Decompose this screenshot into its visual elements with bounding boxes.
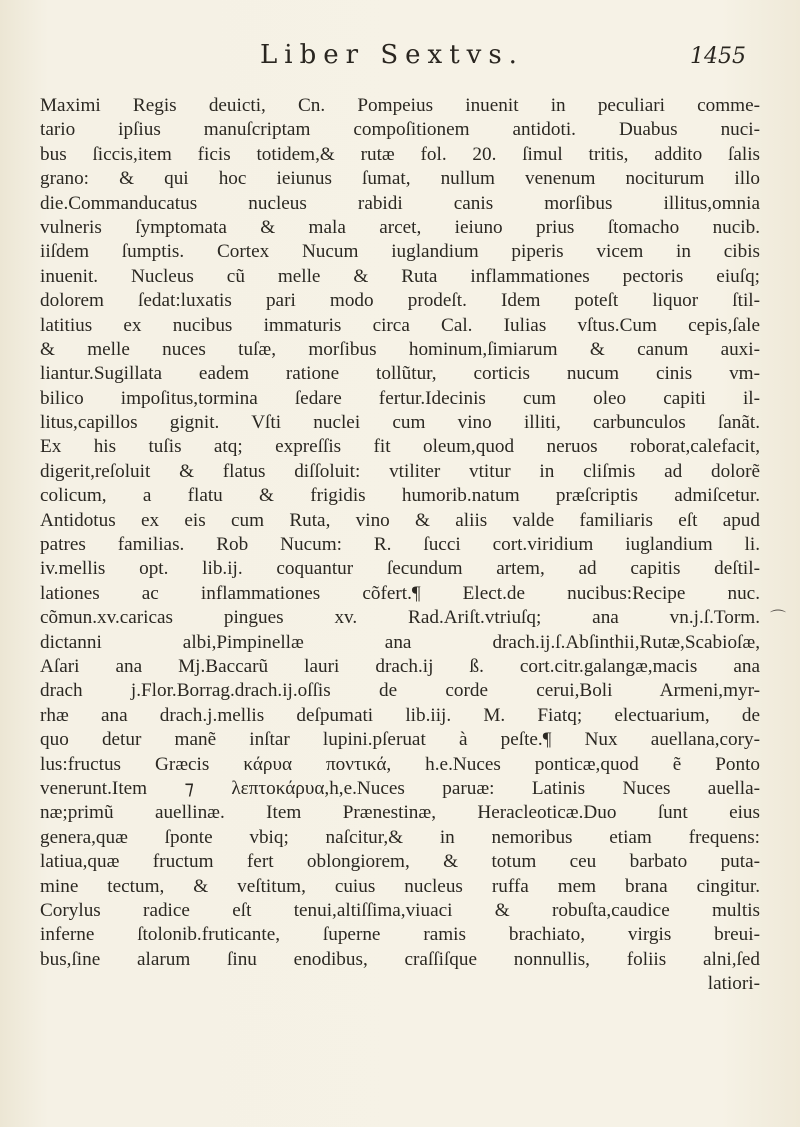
text-line: genera,quæ ſponte vbiq; naſcitur,& in nemoribus etiam frequens:	[40, 826, 760, 848]
text-line: iiſdem ſumptis. Cortex Nucum iuglandium piperis vicem in cibis	[40, 241, 760, 263]
page-header	[0, 40, 800, 80]
text-line: bilico impoſitus,tormina ſedare fertur.Idecinis cum oleo capiti il-	[40, 387, 760, 409]
text-line: colicum, a flatu & frigidis humorib.natum præſcriptis admiſcetur.	[40, 485, 760, 507]
text-line: næ;primũ auellinæ. Item Prænestinæ, Heracleoticæ.Duo ſunt eius	[40, 802, 760, 824]
text-line: patres familias. Rob Nucum: R. ſucci cort.viridium iuglandium li.	[40, 534, 760, 556]
text-line: iv.mellis opt. lib.ij. coquantur ſecundum artem, ad capitis deſtil-	[40, 558, 760, 580]
text-line: die.Commanducatus nucleus rabidi canis morſibus illitus,omnia	[40, 192, 760, 214]
text-line: grano: & qui hoc ieiunus ſumat, nullum venenum nociturum illo	[40, 168, 760, 190]
body-text	[40, 94, 760, 996]
text-line: bus ſiccis,item ficis totidem,& rutæ fol. 20. ſimul tritis, addito ſalis	[40, 143, 760, 165]
catchword: latiori-	[707, 973, 760, 995]
running-head: Liber Sextvs.	[260, 40, 524, 70]
text-line: bus,ſine alarum ſinu enodibus, craſſiſque nonnullis, foliis alni,ſed	[40, 948, 760, 970]
text-line: drach j.Flor.Borrag.drach.ij.oſſis de corde cerui,Boli Armeni,myr-	[40, 680, 760, 702]
text-line: mine tectum, & veſtitum, cuius nucleus ruffa mem brana cingitur.	[40, 875, 760, 897]
text-line: rhæ ana drach.j.mellis deſpumati lib.iij. M. Fiatq; electuarium, de	[40, 704, 760, 726]
text-line: dictanni albi,Pimpinellæ ana drach.ij.ſ.Abſinthii,Rutæ,Scabioſæ,	[40, 631, 760, 653]
text-line: lationes ac inflammationes cõfert.¶ Elect.de nucibus:Recipe nuc.	[40, 582, 760, 604]
text-line: latitius ex nucibus immaturis circa Cal. Iulias vſtus.Cum cepis,ſale	[40, 314, 760, 336]
text-line: Maximi Regis deuicti, Cn. Pompeius inuenit in peculiari comme-	[40, 95, 760, 116]
text-line: tario ipſius manuſcriptam compoſitionem antidoti. Duabus nuci-	[40, 119, 760, 141]
text-line: venerunt.Item ⁊ λεπτοκάρυα,h,e.Nuces paruæ: Latinis Nuces auella-	[40, 777, 760, 799]
page-number: 1455	[690, 44, 746, 69]
text-line: digerit,reſoluit & flatus diſſoluit: vtiliter vtitur in cliſmis ad dolorẽ	[40, 460, 760, 482]
text-line: dolorem ſedat:luxatis pari modo prodeſt. Idem poteſt liquor ſtil-	[40, 290, 760, 312]
text-line: inuenit. Nucleus cũ melle & Ruta inflammationes pectoris eiuſq;	[40, 265, 760, 287]
text-line: litus,capillos gignit. Vſti nuclei cum vino illiti, carbunculos ſanãt.	[40, 412, 760, 434]
text-line: cõmun.xv.caricas pingues xv. Rad.Ariſt.vtriuſq; ana vn.j.ſ.Torm.	[40, 607, 760, 629]
text-line: latiua,quæ fructum fert oblongiorem, & totum ceu barbato puta-	[40, 851, 760, 873]
text-line: Corylus radice eſt tenui,altiſſima,viuaci & robuſta,caudice multis	[40, 899, 760, 921]
text-line: & melle nuces tuſæ, morſibus hominum,ſimiarum & canum auxi-	[40, 338, 760, 360]
margin-mark-icon: ⌒	[770, 608, 787, 627]
text-line: liantur.Sugillata eadem ratione tollũtur, corticis nucum cinis vm-	[40, 363, 760, 385]
text-line: vulneris ſymptomata & mala arcet, ieiuno prius ſtomacho nucib.	[40, 216, 760, 238]
text-line: inferne ſtolonib.fruticante, ſuperne ramis brachiato, virgis breui-	[40, 924, 760, 946]
text-line: Ex his tuſis atq; expreſſis fit oleum,quod neruos roborat,calefacit,	[40, 436, 760, 458]
text-line: quo detur manẽ inſtar lupini.pſeruat à peſte.¶ Nux auellana,cory-	[40, 729, 760, 751]
text-line: lus:fructus Græcis κάρυα ποντικά, h.e.Nuces ponticæ,quod ẽ Ponto	[40, 753, 760, 775]
text-line: Antidotus ex eis cum Ruta, vino & aliis valde familiaris eſt apud	[40, 509, 760, 531]
text-line: Aſari ana Mj.Baccarũ lauri drach.ij ß. cort.citr.galangæ,macis ana	[40, 655, 760, 677]
